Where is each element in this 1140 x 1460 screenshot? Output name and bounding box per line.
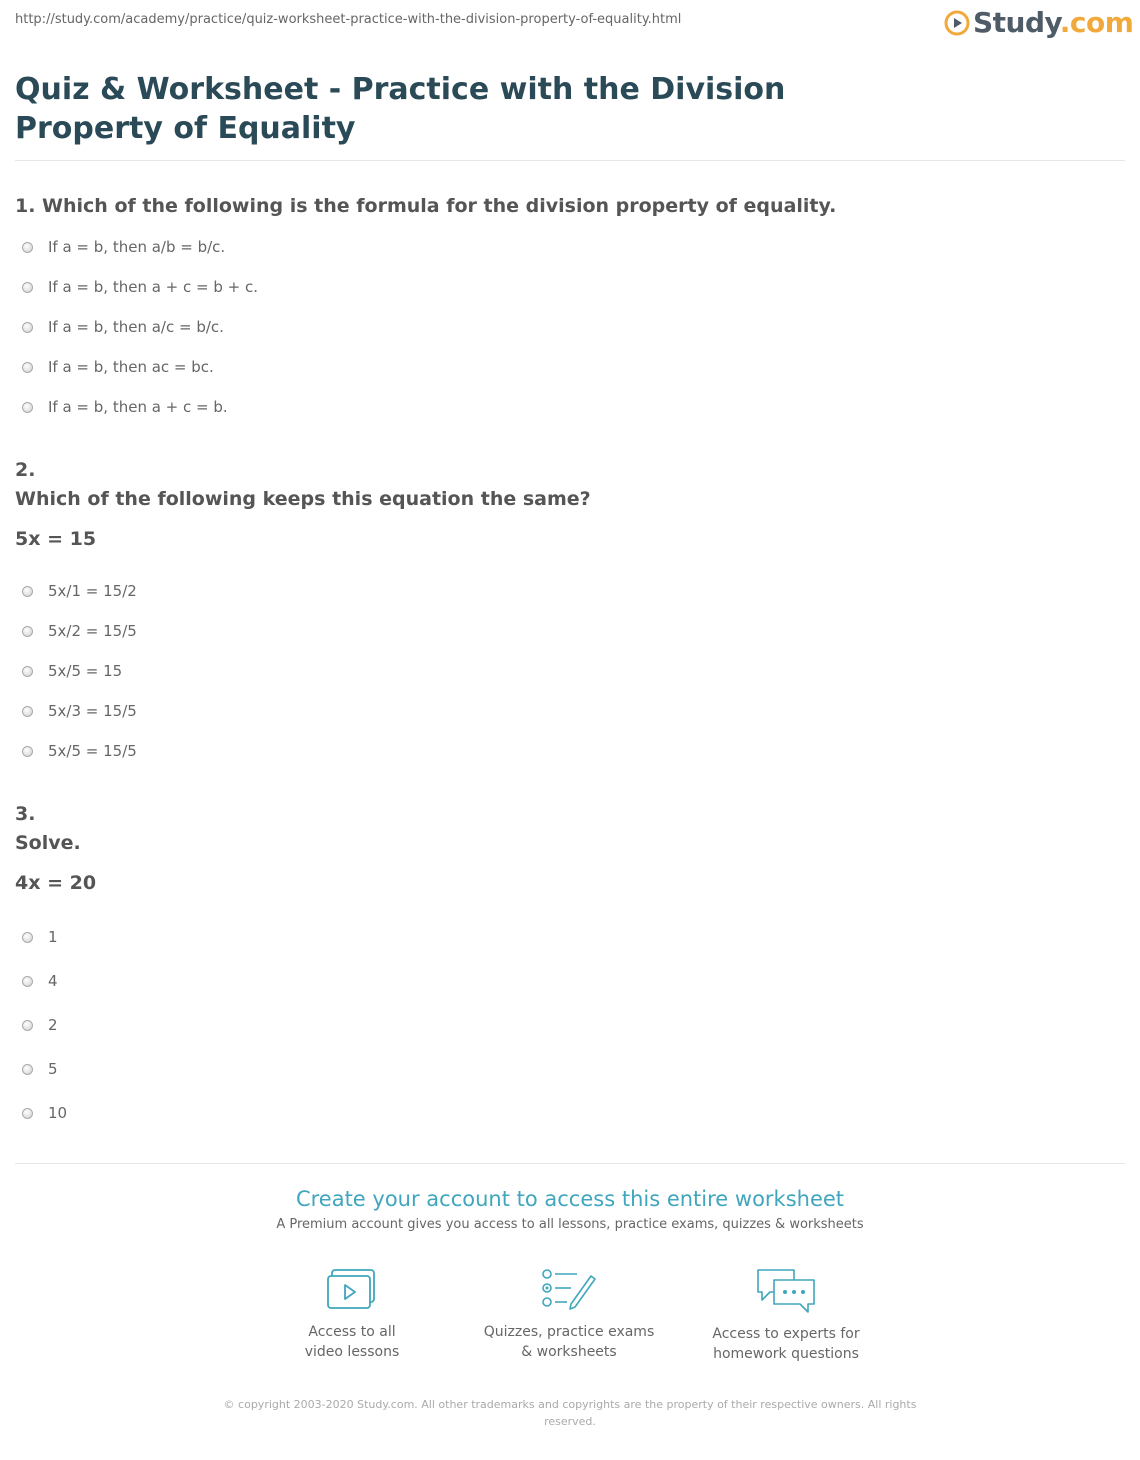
logo-suffix: .com (1059, 6, 1134, 39)
page-title: Quiz & Worksheet - Practice with the Division Property of Equality (15, 72, 786, 146)
question-3-option-4[interactable] (22, 1059, 58, 1079)
feature-experts (686, 1268, 886, 1364)
radio-button[interactable] (22, 706, 33, 717)
feature-video-lessons (252, 1268, 452, 1362)
question-3-option-2[interactable] (22, 971, 58, 991)
radio-button[interactable] (22, 362, 33, 373)
option-label: 4 (48, 972, 58, 990)
option-label: If a = b, then a + c = b. (48, 398, 228, 416)
option-label: 1 (48, 928, 58, 946)
option-label: If a = b, then a/b = b/c. (48, 238, 226, 256)
copyright-notice: © copyright 2003-2020 Study.com. All other trademarks and copyrights are the property of their respective owners. All rights reserved. (223, 1398, 917, 1428)
radio-button[interactable] (22, 586, 33, 597)
option-label: 5x/1 = 15/2 (48, 582, 137, 600)
question-3-option-3[interactable] (22, 1015, 58, 1035)
chat-experts-icon (754, 1268, 818, 1314)
radio-button[interactable] (22, 1064, 33, 1075)
option-label: 2 (48, 1016, 58, 1034)
question-2-option-1[interactable] (22, 581, 137, 601)
radio-button[interactable] (22, 932, 33, 943)
radio-button[interactable] (22, 626, 33, 637)
radio-button[interactable] (22, 402, 33, 413)
video-lessons-icon (326, 1268, 378, 1312)
feature-label: Access to experts for homework questions (712, 1326, 860, 1362)
question-2-number: 2. (15, 459, 36, 481)
radio-button[interactable] (22, 1108, 33, 1119)
question-2-prompt: Which of the following keeps this equation the same? (15, 488, 591, 510)
title-divider (15, 160, 1125, 161)
quiz-checklist-icon (541, 1268, 597, 1312)
radio-button[interactable] (22, 242, 33, 253)
question-2-option-4[interactable] (22, 701, 137, 721)
question-3-option-1[interactable] (22, 927, 58, 947)
logo-text (973, 6, 1133, 39)
page-url: http://study.com/academy/practice/quiz-worksheet-practice-with-the-division-property-of-equality.html (15, 12, 682, 27)
question-1-option-5[interactable] (22, 397, 228, 417)
option-label: 10 (48, 1104, 68, 1122)
question-1-option-2[interactable] (22, 277, 258, 297)
radio-button[interactable] (22, 976, 33, 987)
option-label: 5x/3 = 15/5 (48, 702, 137, 720)
option-label: If a = b, then a + c = b + c. (48, 278, 259, 296)
play-circle-icon (944, 10, 970, 36)
option-label: 5 (48, 1060, 58, 1078)
feature-label: Quizzes, practice exams & worksheets (483, 1324, 655, 1360)
feature-quizzes (469, 1268, 669, 1362)
feature-label: Access to all video lessons (304, 1324, 400, 1360)
question-2-equation: 5x = 15 (15, 528, 97, 550)
option-label: If a = b, then ac = bc. (48, 358, 214, 376)
logo-word: Study (973, 6, 1060, 39)
radio-button[interactable] (22, 322, 33, 333)
option-label: 5x/5 = 15/5 (48, 742, 137, 760)
radio-button[interactable] (22, 746, 33, 757)
question-1-option-3[interactable] (22, 317, 224, 337)
create-account-link[interactable]: Create your account to access this entire worksheet (295, 1187, 845, 1211)
question-1-heading: 1. Which of the following is the formula for the division property of equality. (15, 195, 837, 217)
question-3-number: 3. (15, 803, 36, 825)
option-label: If a = b, then a/c = b/c. (48, 318, 224, 336)
question-3-option-5[interactable] (22, 1103, 67, 1123)
option-label: 5x/5 = 15 (48, 662, 123, 680)
question-2-option-2[interactable] (22, 621, 137, 641)
question-2-option-5[interactable] (22, 741, 137, 761)
question-2-option-3[interactable] (22, 661, 122, 681)
option-label: 5x/2 = 15/5 (48, 622, 137, 640)
study-logo[interactable] (944, 6, 1133, 39)
premium-description: A Premium account gives you access to all lessons, practice exams, quizzes & worksheets (276, 1217, 864, 1232)
radio-button[interactable] (22, 666, 33, 677)
question-1-option-4[interactable] (22, 357, 214, 377)
radio-button[interactable] (22, 1020, 33, 1031)
radio-button[interactable] (22, 282, 33, 293)
question-3-prompt: Solve. (15, 832, 81, 854)
promo-divider (15, 1163, 1125, 1164)
question-1-option-1[interactable] (22, 237, 225, 257)
question-3-equation: 4x = 20 (15, 872, 97, 894)
